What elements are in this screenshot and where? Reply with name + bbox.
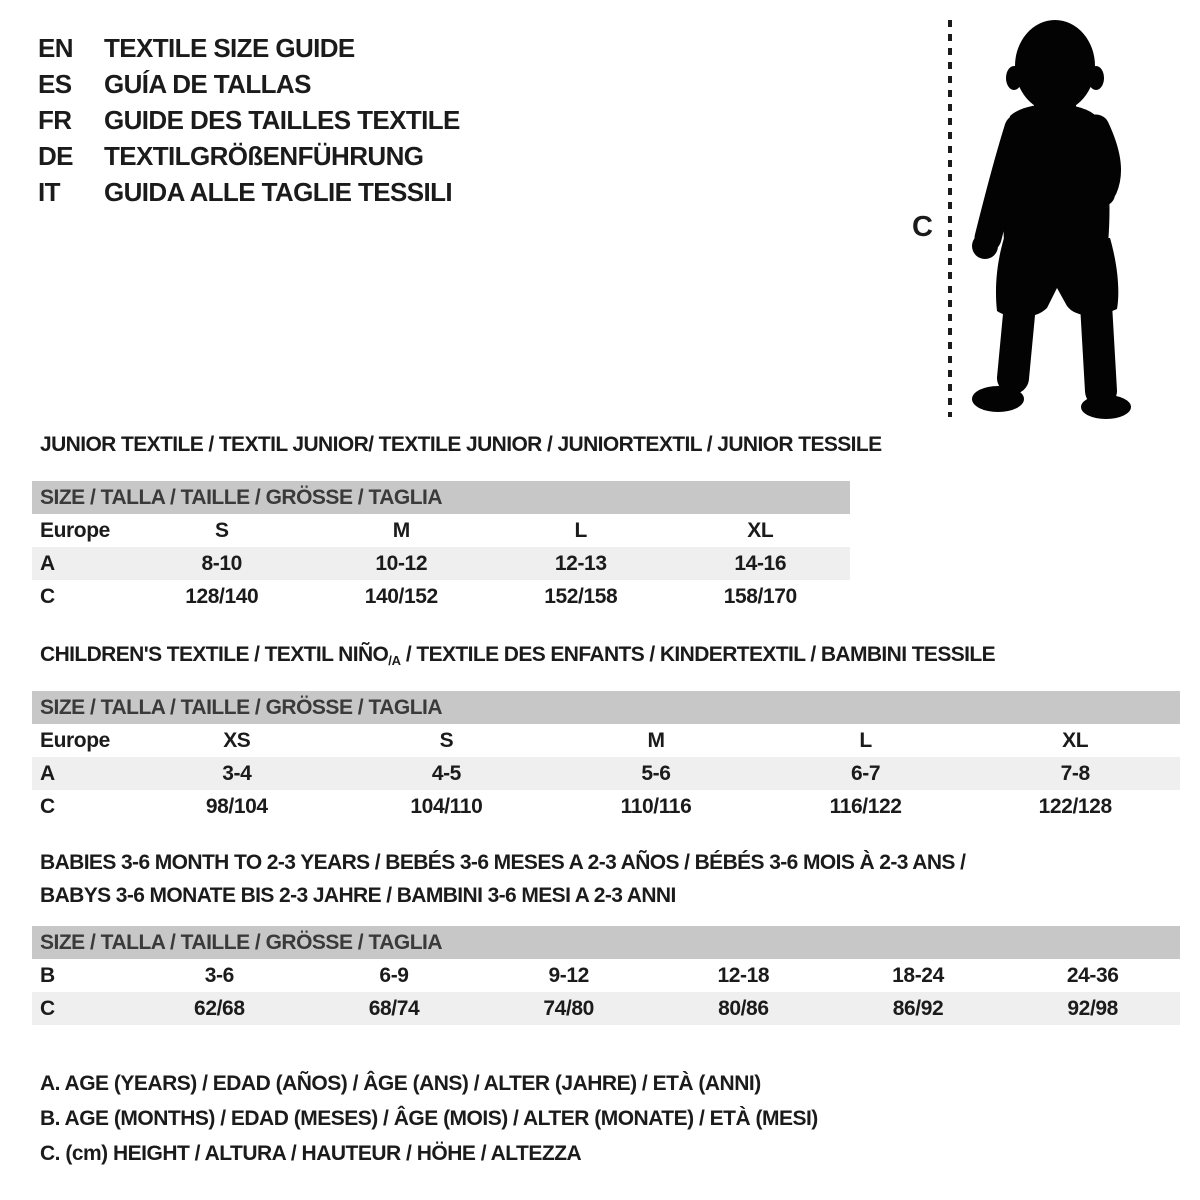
value-cell: 3-4 <box>222 761 252 785</box>
babies-section-title-line1: BABIES 3-6 MONTH TO 2-3 YEARS / BEBÉS 3-6 MESES A 2-3 AÑOS / BÉBÉS 3-6 MOIS À 2-3 ANS / <box>40 851 966 874</box>
value-cell: 110/116 <box>620 794 692 818</box>
height-dashed-line <box>948 20 952 417</box>
size-cell: M <box>647 728 665 752</box>
value-cell: 68/74 <box>368 996 420 1020</box>
value-cell: 116/122 <box>829 794 902 818</box>
value-cell: 24-36 <box>1066 963 1119 987</box>
lang-row-de <box>38 138 460 174</box>
lang-row-es <box>38 66 460 102</box>
table-row-europe <box>32 724 1180 757</box>
row-label: B <box>40 963 55 987</box>
row-label: A <box>40 551 55 575</box>
value-cell: 8-10 <box>201 551 242 575</box>
value-cell: 18-24 <box>892 963 944 987</box>
lang-code: IT <box>38 176 60 207</box>
size-cell: XL <box>1062 728 1089 752</box>
value-cell: 86/92 <box>892 996 944 1020</box>
size-cell: S <box>439 728 454 752</box>
babies-size-table <box>32 926 1180 1025</box>
toddler-silhouette <box>968 16 1136 420</box>
height-marker-label: C <box>912 211 933 243</box>
size-header-bar: SIZE / TALLA / TAILLE / GRÖSSE / TAGLIA <box>32 926 1180 959</box>
value-cell: 80/86 <box>718 996 769 1020</box>
guide-title: GUIDA ALLE TAGLIE TESSILI <box>104 176 453 207</box>
lang-row-it <box>38 174 460 210</box>
table-row-age <box>32 547 850 580</box>
value-cell: 6-9 <box>379 963 409 987</box>
value-cell: 74/80 <box>543 996 594 1020</box>
value-cell: 128/140 <box>185 584 259 608</box>
table-row-age <box>32 757 1180 790</box>
value-cell: 158/170 <box>723 584 797 608</box>
row-label: C <box>40 584 55 608</box>
value-cell: 12-13 <box>554 551 607 575</box>
size-cell: XS <box>223 728 251 752</box>
guide-title: TEXTILE SIZE GUIDE <box>104 32 355 63</box>
table-row-height <box>32 992 1180 1025</box>
lang-code: DE <box>38 140 73 171</box>
value-cell: 140/152 <box>364 584 438 608</box>
size-cell: L <box>574 518 587 542</box>
babies-section-title-line2: BABYS 3-6 MONATE BIS 2-3 JAHRE / BAMBINI 3-6 MESI A 2-3 ANNI <box>40 884 676 907</box>
row-label: Europe <box>40 728 110 752</box>
junior-size-table <box>32 481 850 613</box>
table-row-months <box>32 959 1180 992</box>
value-cell: 12-18 <box>717 963 770 987</box>
lang-row-fr <box>38 102 460 138</box>
value-cell: 104/110 <box>410 794 483 818</box>
lang-code: ES <box>38 68 72 99</box>
lang-code: EN <box>38 32 73 63</box>
value-cell: 9-12 <box>548 963 589 987</box>
value-cell: 92/98 <box>1067 996 1118 1020</box>
value-cell: 98/104 <box>205 794 268 818</box>
value-cell: 152/158 <box>544 584 618 608</box>
value-cell: 62/68 <box>194 996 245 1020</box>
children-section-title <box>40 643 995 667</box>
junior-section-title: JUNIOR TEXTILE / TEXTIL JUNIOR/ TEXTILE JUNIOR / JUNIORTEXTIL / JUNIOR TESSILE <box>40 433 882 456</box>
value-cell: 3-6 <box>204 963 234 987</box>
value-cell: 6-7 <box>851 761 881 785</box>
lang-row-en <box>38 30 460 66</box>
children-size-table <box>32 691 1180 823</box>
value-cell: 7-8 <box>1060 761 1090 785</box>
row-label: C <box>40 996 55 1020</box>
size-header-bar: SIZE / TALLA / TAILLE / GRÖSSE / TAGLIA <box>32 481 850 514</box>
legend-line-b: B. AGE (MONTHS) / EDAD (MESES) / ÂGE (MOIS) / ALTER (MONATE) / ETÀ (MESI) <box>40 1106 818 1130</box>
size-header-bar: SIZE / TALLA / TAILLE / GRÖSSE / TAGLIA <box>32 691 1180 724</box>
language-title-list <box>38 30 460 210</box>
lang-code: FR <box>38 104 72 135</box>
table-row-height <box>32 790 1180 823</box>
value-cell: 122/128 <box>1038 794 1112 818</box>
children-title-sub: /A <box>388 653 401 668</box>
guide-title: GUIDE DES TAILLES TEXTILE <box>104 104 460 135</box>
table-row-height <box>32 580 850 613</box>
row-label: A <box>40 761 55 785</box>
row-label: C <box>40 794 55 818</box>
children-title-pre: CHILDREN'S TEXTILE / TEXTIL NIÑO <box>40 643 389 666</box>
size-cell: S <box>214 518 229 542</box>
value-cell: 14-16 <box>734 551 787 575</box>
value-cell: 4-5 <box>431 761 461 785</box>
legend <box>40 1066 818 1171</box>
size-cell: XL <box>747 518 774 542</box>
row-label: Europe <box>40 518 110 542</box>
table-row-europe <box>32 514 850 547</box>
size-cell: M <box>392 518 410 542</box>
size-cell: L <box>859 728 872 752</box>
value-cell: 10-12 <box>375 551 428 575</box>
value-cell: 5-6 <box>641 761 671 785</box>
legend-line-c: C. (cm) HEIGHT / ALTURA / HAUTEUR / HÖHE / ALTEZZA <box>40 1141 582 1165</box>
children-title-post: / TEXTILE DES ENFANTS / KINDERTEXTIL / BAMBINI TESSILE <box>400 643 996 666</box>
guide-title: GUÍA DE TALLAS <box>104 68 311 99</box>
legend-line-a: A. AGE (YEARS) / EDAD (AÑOS) / ÂGE (ANS) / ALTER (JAHRE) / ETÀ (ANNI) <box>40 1071 761 1095</box>
guide-title: TEXTILGRÖßENFÜHRUNG <box>104 140 424 171</box>
